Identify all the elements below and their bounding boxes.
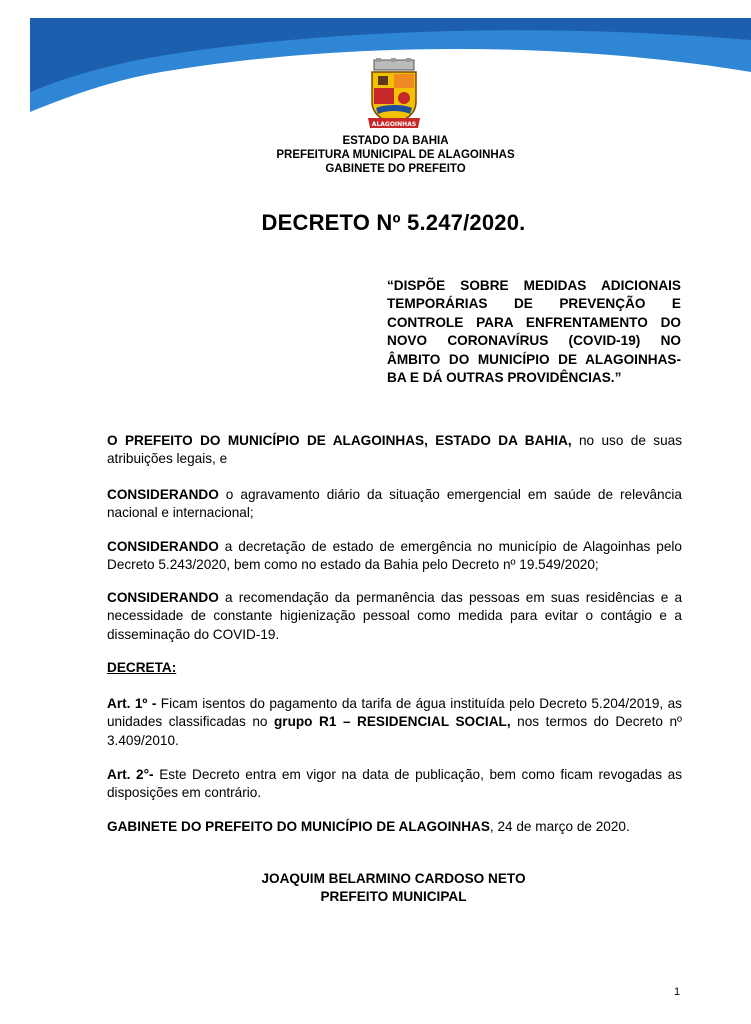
considerando-3: CONSIDERANDO a recomendação da permanência das pessoas em suas residências e a necessidade de constante higienização pessoal como medida para evitar o contágio e a disseminação do COVID-19. xyxy=(107,590,682,642)
signatory-role: PREFEITO MUNICIPAL xyxy=(320,889,467,904)
header-prefecture: PREFEITURA MUNICIPAL DE ALAGOINHAS xyxy=(276,149,515,161)
page-number: 1 xyxy=(674,986,681,998)
document-header xyxy=(0,134,751,176)
signature-block xyxy=(0,870,751,906)
article-1: Art. 1º - Ficam isentos do pagamento da tarifa de água instituída pelo Decreto 5.204/2019, as unidades classificadas no grupo R1 – RESIDENCIAL SOCIAL, nos termos do Decreto nº 3.409/2010. xyxy=(107,696,683,748)
considerando-1: CONSIDERANDO o agravamento diário da situação emergencial em saúde de relevância nacional e internacional; xyxy=(107,487,682,521)
decreta-heading: DECRETA: xyxy=(107,660,177,675)
coat-of-arms-logo xyxy=(364,58,424,132)
closing-line: GABINETE DO PREFEITO DO MUNICÍPIO DE ALAGOINHAS, 24 de março de 2020. xyxy=(107,819,630,834)
considerando-2: CONSIDERANDO a decretação de estado de emergência no município de Alagoinhas pelo Decreto 5.243/2020, bem como no estado da Bahia pelo Decreto nº 19.549/2020; xyxy=(107,539,682,573)
signatory-name: JOAQUIM BELARMINO CARDOSO NETO xyxy=(261,871,526,886)
decree-title: DECRETO Nº 5.247/2020. xyxy=(261,210,526,235)
decree-summary: “DISPÕE SOBRE MEDIDAS ADICIONAIS TEMPORÁRIAS DE PREVENÇÃO E CONTROLE PARA ENFRENTAMENTO DO NOVO CORONAVÍRUS (COVID-19) NO ÂMBITO DO MUNICÍPIO DE ALAGOINHAS-BA E DÁ OUTRAS PROVIDÊNCIAS.” xyxy=(387,278,681,386)
svg-text:ALAGOINHAS: ALAGOINHAS xyxy=(371,121,417,128)
header-office: GABINETE DO PREFEITO xyxy=(325,163,466,175)
article-2: Art. 2°- Este Decreto entra em vigor na data de publicação, bem como ficam revogadas as disposições em contrário. xyxy=(107,767,682,801)
preamble-paragraph: O PREFEITO DO MUNICÍPIO DE ALAGOINHAS, ESTADO DA BAHIA, no uso de suas atribuições legais, e xyxy=(107,433,683,467)
header-state: ESTADO DA BAHIA xyxy=(342,135,449,147)
